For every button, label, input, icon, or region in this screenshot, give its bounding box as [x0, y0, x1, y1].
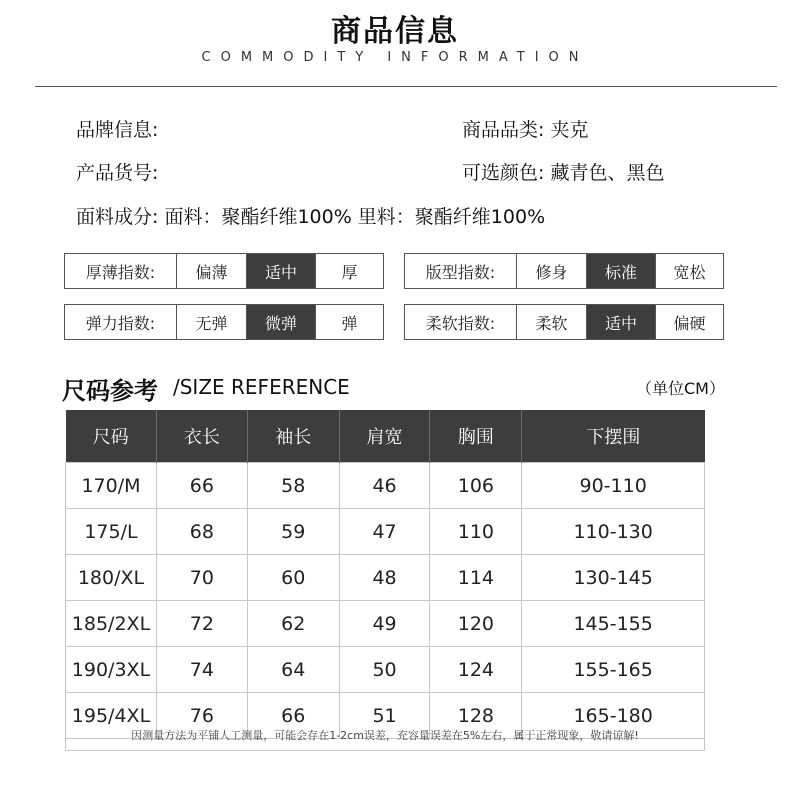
size-table	[65, 410, 705, 739]
thickness-option-selected: 适中	[246, 254, 315, 288]
thickness-option: 厚	[315, 254, 383, 288]
color-options-info: 可选颜色: 藏青色、黑色	[462, 162, 665, 184]
measurement-note: 因测量方法为平铺人工测量，可能会存在1-2cm误差，充容量误差在5%左右，属于正常现象，敬请谅解!	[65, 721, 705, 751]
page-title: 商品信息	[331, 14, 459, 49]
softness-option: 柔软	[516, 305, 586, 339]
column-header: 胸围	[430, 410, 522, 463]
fit-option-selected: 标准	[586, 254, 655, 288]
column-header: 尺码	[66, 410, 157, 463]
chest-cell: 110	[430, 509, 522, 555]
item-number-info: 产品货号:	[76, 162, 159, 184]
column-header: 肩宽	[339, 410, 430, 463]
hem-cell: 165-180	[522, 693, 705, 739]
hem-cell: 155-165	[522, 647, 705, 693]
sleeve-cell: 59	[247, 509, 339, 555]
softness-index-label: 柔软指数:	[425, 313, 496, 333]
fit-index-label: 版型指数:	[425, 262, 496, 282]
size-cell: 175/L	[66, 509, 157, 555]
length-cell: 70	[156, 555, 247, 601]
header-divider	[35, 86, 777, 87]
page-subtitle: COMMODITY INFORMATION	[201, 50, 589, 65]
hem-cell: 145-155	[522, 601, 705, 647]
chest-cell: 120	[430, 601, 522, 647]
table-row	[66, 647, 705, 693]
chest-cell: 128	[430, 693, 522, 739]
table-row	[66, 509, 705, 555]
shoulder-cell: 46	[339, 463, 430, 509]
column-header: 衣长	[156, 410, 247, 463]
column-header: 下摆围	[522, 410, 705, 463]
elasticity-index-label: 弹力指数:	[85, 313, 156, 333]
chest-cell: 114	[430, 555, 522, 601]
hem-cell: 130-145	[522, 555, 705, 601]
table-row	[66, 601, 705, 647]
thickness-option: 偏薄	[176, 254, 246, 288]
column-header: 袖长	[247, 410, 339, 463]
thickness-index	[64, 253, 384, 289]
shoulder-cell: 48	[339, 555, 430, 601]
elasticity-option: 无弹	[176, 305, 246, 339]
size-cell: 170/M	[66, 463, 157, 509]
table-row	[66, 463, 705, 509]
chest-cell: 124	[430, 647, 522, 693]
sleeve-cell: 64	[247, 647, 339, 693]
table-header-row	[66, 410, 705, 463]
shoulder-cell: 51	[339, 693, 430, 739]
shoulder-cell: 49	[339, 601, 430, 647]
shoulder-cell: 50	[339, 647, 430, 693]
fit-option: 修身	[516, 254, 586, 288]
length-cell: 74	[156, 647, 247, 693]
brand-info: 品牌信息:	[76, 119, 159, 141]
size-reference-title: 尺码参考	[62, 377, 158, 405]
chest-cell: 106	[430, 463, 522, 509]
unit-label: （单位CM）	[636, 379, 725, 398]
sleeve-cell: 60	[247, 555, 339, 601]
size-cell: 180/XL	[66, 555, 157, 601]
hem-cell: 90-110	[522, 463, 705, 509]
length-cell: 66	[156, 463, 247, 509]
elasticity-index	[64, 304, 384, 340]
softness-option: 偏硬	[655, 305, 723, 339]
softness-option-selected: 适中	[586, 305, 655, 339]
sleeve-cell: 62	[247, 601, 339, 647]
length-cell: 72	[156, 601, 247, 647]
category-info: 商品品类: 夹克	[462, 119, 589, 141]
length-cell: 68	[156, 509, 247, 555]
size-cell: 195/4XL	[66, 693, 157, 739]
hem-cell: 110-130	[522, 509, 705, 555]
thickness-index-label: 厚薄指数:	[85, 262, 156, 282]
fabric-composition-info: 面料成分: 面料：聚酯纤维100% 里料：聚酯纤维100%	[76, 206, 546, 228]
size-cell: 185/2XL	[66, 601, 157, 647]
sleeve-cell: 66	[247, 693, 339, 739]
length-cell: 76	[156, 693, 247, 739]
size-cell: 190/3XL	[66, 647, 157, 693]
elasticity-option-selected: 微弹	[246, 305, 315, 339]
softness-index	[404, 304, 724, 340]
elasticity-option: 弹	[315, 305, 383, 339]
sleeve-cell: 58	[247, 463, 339, 509]
fit-option: 宽松	[655, 254, 723, 288]
fit-index	[404, 253, 724, 289]
size-reference-subtitle: /SIZE REFERENCE	[173, 375, 350, 399]
shoulder-cell: 47	[339, 509, 430, 555]
table-row	[66, 555, 705, 601]
